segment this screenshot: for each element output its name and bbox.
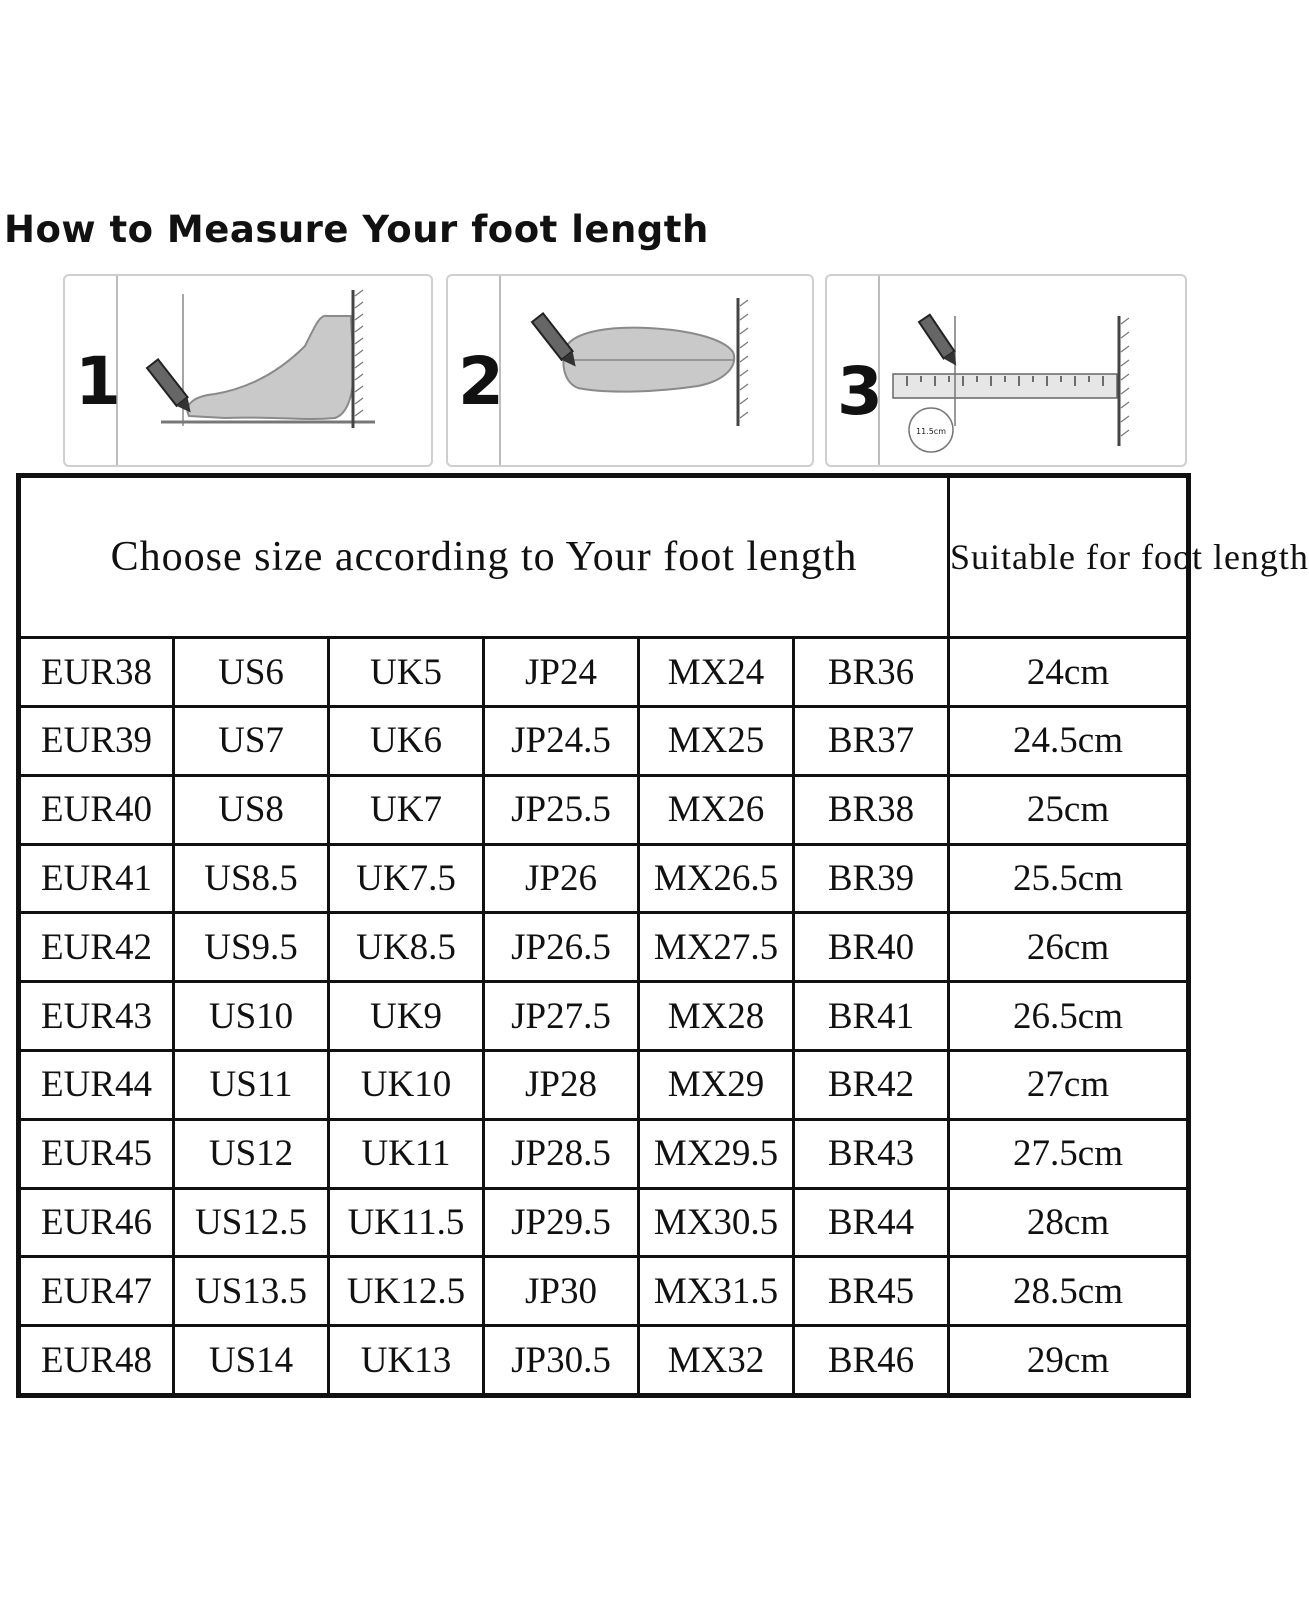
- eur-size-cell: EUR48: [19, 1326, 174, 1396]
- us-size-cell: US14: [174, 1326, 329, 1396]
- mx-size-cell: MX27.5: [639, 913, 794, 982]
- us-size-cell: US12.5: [174, 1188, 329, 1257]
- table-row: [19, 638, 1189, 707]
- size-header: Choose size according to Your foot length: [19, 476, 949, 638]
- br-size-cell: BR44: [794, 1188, 949, 1257]
- step-number: 2: [458, 343, 504, 420]
- jp-size-cell: JP26: [484, 844, 639, 913]
- step-number: 1: [75, 343, 121, 420]
- uk-size-cell: UK9: [329, 982, 484, 1051]
- eur-size-cell: EUR45: [19, 1119, 174, 1188]
- table-row: [19, 1119, 1189, 1188]
- jp-size-cell: JP24.5: [484, 707, 639, 776]
- foot-length-header: Suitable for foot length: [949, 476, 1189, 638]
- table-row: [19, 982, 1189, 1051]
- table-row: [19, 913, 1189, 982]
- eur-size-cell: EUR39: [19, 707, 174, 776]
- br-size-cell: BR39: [794, 844, 949, 913]
- step-3-panel: [825, 274, 1187, 467]
- uk-size-cell: UK11: [329, 1119, 484, 1188]
- uk-size-cell: UK5: [329, 638, 484, 707]
- br-size-cell: BR40: [794, 913, 949, 982]
- table-row: [19, 707, 1189, 776]
- foot-length-cell: 27cm: [949, 1050, 1189, 1119]
- us-size-cell: US9.5: [174, 913, 329, 982]
- us-size-cell: US8.5: [174, 844, 329, 913]
- us-size-cell: US7: [174, 707, 329, 776]
- foot-length-cell: 27.5cm: [949, 1119, 1189, 1188]
- eur-size-cell: EUR38: [19, 638, 174, 707]
- uk-size-cell: UK12.5: [329, 1257, 484, 1326]
- br-size-cell: BR37: [794, 707, 949, 776]
- uk-size-cell: UK7.5: [329, 844, 484, 913]
- us-size-cell: US13.5: [174, 1257, 329, 1326]
- step-1-panel: [63, 274, 433, 467]
- foot-length-cell: 25.5cm: [949, 844, 1189, 913]
- us-size-cell: US12: [174, 1119, 329, 1188]
- ruler-measure-icon: [827, 276, 1185, 465]
- br-size-cell: BR38: [794, 775, 949, 844]
- eur-size-cell: EUR44: [19, 1050, 174, 1119]
- step-number: 3: [837, 353, 883, 430]
- br-size-cell: BR46: [794, 1326, 949, 1396]
- uk-size-cell: UK6: [329, 707, 484, 776]
- foot-length-cell: 26cm: [949, 913, 1189, 982]
- jp-size-cell: JP28: [484, 1050, 639, 1119]
- uk-size-cell: UK7: [329, 775, 484, 844]
- foot-length-cell: 25cm: [949, 775, 1189, 844]
- mx-size-cell: MX29.5: [639, 1119, 794, 1188]
- table-row: [19, 1188, 1189, 1257]
- table-row: [19, 1326, 1189, 1396]
- us-size-cell: US6: [174, 638, 329, 707]
- uk-size-cell: UK13: [329, 1326, 484, 1396]
- eur-size-cell: EUR47: [19, 1257, 174, 1326]
- jp-size-cell: JP28.5: [484, 1119, 639, 1188]
- eur-size-cell: EUR42: [19, 913, 174, 982]
- foot-side-view-icon: [65, 276, 431, 465]
- mx-size-cell: MX26: [639, 775, 794, 844]
- foot-length-cell: 29cm: [949, 1326, 1189, 1396]
- eur-size-cell: EUR43: [19, 982, 174, 1051]
- table-row: [19, 844, 1189, 913]
- uk-size-cell: UK11.5: [329, 1188, 484, 1257]
- foot-length-cell: 26.5cm: [949, 982, 1189, 1051]
- eur-size-cell: EUR40: [19, 775, 174, 844]
- br-size-cell: BR43: [794, 1119, 949, 1188]
- mx-size-cell: MX28: [639, 982, 794, 1051]
- foot-length-cell: 28.5cm: [949, 1257, 1189, 1326]
- table-row: [19, 1257, 1189, 1326]
- jp-size-cell: JP25.5: [484, 775, 639, 844]
- step-2-panel: [446, 274, 814, 467]
- foot-length-cell: 28cm: [949, 1188, 1189, 1257]
- br-size-cell: BR41: [794, 982, 949, 1051]
- us-size-cell: US10: [174, 982, 329, 1051]
- mx-size-cell: MX30.5: [639, 1188, 794, 1257]
- us-size-cell: US11: [174, 1050, 329, 1119]
- br-size-cell: BR36: [794, 638, 949, 707]
- page-title: How to Measure Your foot length: [4, 208, 709, 251]
- us-size-cell: US8: [174, 775, 329, 844]
- br-size-cell: BR42: [794, 1050, 949, 1119]
- mx-size-cell: MX25: [639, 707, 794, 776]
- table-header-row: [19, 476, 1189, 638]
- uk-size-cell: UK8.5: [329, 913, 484, 982]
- mx-size-cell: MX26.5: [639, 844, 794, 913]
- mx-size-cell: MX24: [639, 638, 794, 707]
- mx-size-cell: MX32: [639, 1326, 794, 1396]
- jp-size-cell: JP30: [484, 1257, 639, 1326]
- table-row: [19, 775, 1189, 844]
- jp-size-cell: JP26.5: [484, 913, 639, 982]
- foot-length-cell: 24.5cm: [949, 707, 1189, 776]
- table-row: [19, 1050, 1189, 1119]
- uk-size-cell: UK10: [329, 1050, 484, 1119]
- mx-size-cell: MX31.5: [639, 1257, 794, 1326]
- ruler-label: 11.5cm: [915, 427, 947, 436]
- jp-size-cell: JP24: [484, 638, 639, 707]
- foot-top-view-icon: [448, 276, 812, 465]
- jp-size-cell: JP27.5: [484, 982, 639, 1051]
- foot-length-cell: 24cm: [949, 638, 1189, 707]
- eur-size-cell: EUR46: [19, 1188, 174, 1257]
- size-chart-table: [16, 473, 1309, 1398]
- jp-size-cell: JP30.5: [484, 1326, 639, 1396]
- mx-size-cell: MX29: [639, 1050, 794, 1119]
- br-size-cell: BR45: [794, 1257, 949, 1326]
- jp-size-cell: JP29.5: [484, 1188, 639, 1257]
- eur-size-cell: EUR41: [19, 844, 174, 913]
